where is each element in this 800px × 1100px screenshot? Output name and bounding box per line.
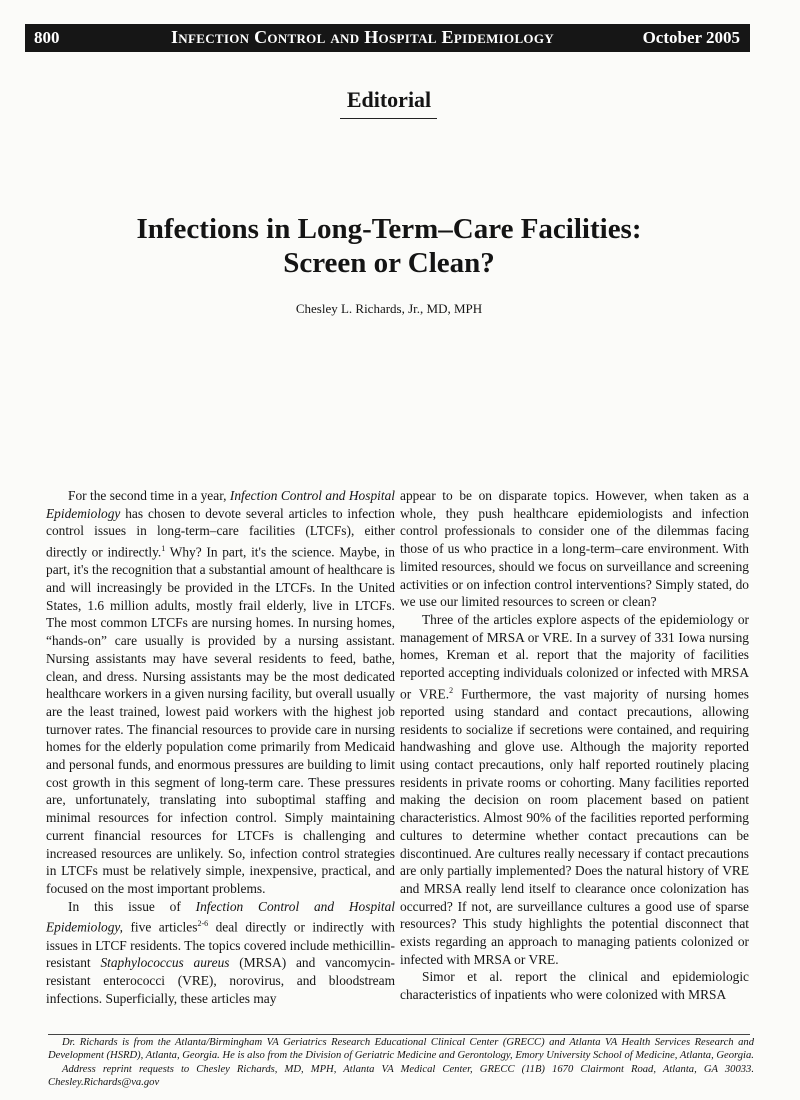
issue-date: October 2005 xyxy=(642,28,740,47)
journal-title: Infection Control and Hospital Epidemiology, xyxy=(46,898,395,935)
paragraph: Simor et al. report the clinical and epidemiologic characteristics of inpatients who were colonized with MRSA xyxy=(400,969,749,1003)
paragraph: For the second time in a year, Infection Control and Hospital Epidemiology has chosen to devote several articles to infection control issues in long-term–care facilities (LTCFs), either directly or indirectly.$^1$ Why? In part, it's the science. Maybe, in part, it's the recognition that a substantial amount of healthcare is and will increasingly be provided in the LTCFs. In the United States, 1.6 million adults, mostly frail elderly, live in LTCFs. The most common LTCFs are nursing homes. In nursing homes, “hands-on” care usually is provided by a nursing assistant. Nursing assistants may have several residents to feed, bathe, clean, and dress. Nursing assistants may be the most dedicated healthcare workers in a given nursing facility, but overall usually are the least trained, lowest paid workers with the highest job turnover rates. The financial resources to provide care in nursing homes for the elderly population come primarily from Medicaid and personal funds, and enormous pressures are building to limit cost growth in this segment of long-term care. These pressures are, unfortunately, translating into suboptimal staffing and minimal resources for infection control. Simply maintaining current financial resources for LTCFs is challenging and increased resources are unlikely. So, infection control strategies in LTCFs must be relatively simple, inexpensive, practical, and focused on the most important problems. xyxy=(46,488,396,896)
reprint-note: Address reprint requests to Chesley Richards, MD, MPH, Atlanta VA Medical Center, GRECC (11B) 1670 Clairmont Road, Atlanta, GA 30033. Chesley.Richards@va.gov xyxy=(48,1063,754,1088)
paragraph: Three of the articles explore aspects of the epidemiology or management of MRSA or VRE. In a survey of 331 Iowa nursing homes, Kreman et al. report that the majority of facilities reported accepting individuals colonized or infected with MRSA or VRE.$^2$ Furthermore, the vast majority of nursing homes reported using standard and contact precautions, allowing residents to socialize if secretions were contained, and requiring handwashing and glove use. Although the majority reported using contact precautions, only half reported routinely placing residents in private rooms or cohorting. Many facilities reported making the decision on room placement based on patient characteristics. Almost 90% of the facilities reported performing cultures to determine whether contact precautions can be discontinued. Are cultures really necessary if contact precautions are only partially implemented? Does the natural history of VRE and MRSA really lend itself to clearance once colonization has occurred? If not, are surveillance cultures a good use of sparse resources? This study highlights the potential disconnect that exists regarding an approach to managing patients colonized or infected with MRSA or VRE. xyxy=(400,611,749,967)
running-header xyxy=(25,24,750,52)
title-line-1: Infections in Long-Term–Care Facilities: xyxy=(136,213,642,245)
journal-title: Infection Control and Hospital Epidemiology xyxy=(46,488,395,521)
author-byline: Chesley L. Richards, Jr., MD, MPH xyxy=(295,301,483,316)
reference-marker: 2 xyxy=(449,685,454,695)
journal-name: Infection Control and Hospital Epidemiology xyxy=(171,27,554,47)
body-column-left xyxy=(46,487,395,1007)
section-rule xyxy=(340,118,437,119)
section-label: Editorial xyxy=(346,87,432,112)
affiliation-note: Dr. Richards is from the Atlanta/Birmingham VA Geriatrics Research Educational Clinical Center (GRECC) and Atlanta VA Health Services Research and Development (HSRD), Atlanta, Georgia. He is also from the Division of Geriatric Medicine and Gerontology, Emory University School of Medicine, Atlanta, Georgia. xyxy=(48,1037,754,1062)
footnote-divider xyxy=(48,1034,750,1035)
title-line-2: Screen or Clean? xyxy=(283,247,495,279)
paragraph: appear to be on disparate topics. However, when taken as a whole, they push healthcare epidemiologists and infection control professionals to consider one of the dilemmas facing those of us who practice in a long-term–care environment. With limited resources, should we focus on surveillance and screening activities or on infection control interventions? Simply stated, do we use our limited resources to screen or clean? xyxy=(400,488,749,610)
article-title xyxy=(0,212,778,280)
page-number: 800 xyxy=(34,28,60,47)
reference-marker: 1 xyxy=(161,544,166,554)
author-footnote xyxy=(48,1036,754,1089)
body-column-right xyxy=(400,487,749,1004)
paragraph: In this issue of Infection Control and Hospital Epidemiology, five articles$^{2-6}$ deal directly or indirectly with issues in LTCF residents. The topics covered include methicillin-resistant Staphylococcus aureus (MRSA) and vancomycin-resistant enterococci (VRE), norovirus, and bloodstream infections. Superficially, these articles may xyxy=(46,898,395,1006)
reference-marker: 2-6 xyxy=(197,919,209,929)
species-name: Staphylococcus aureus xyxy=(100,955,230,971)
